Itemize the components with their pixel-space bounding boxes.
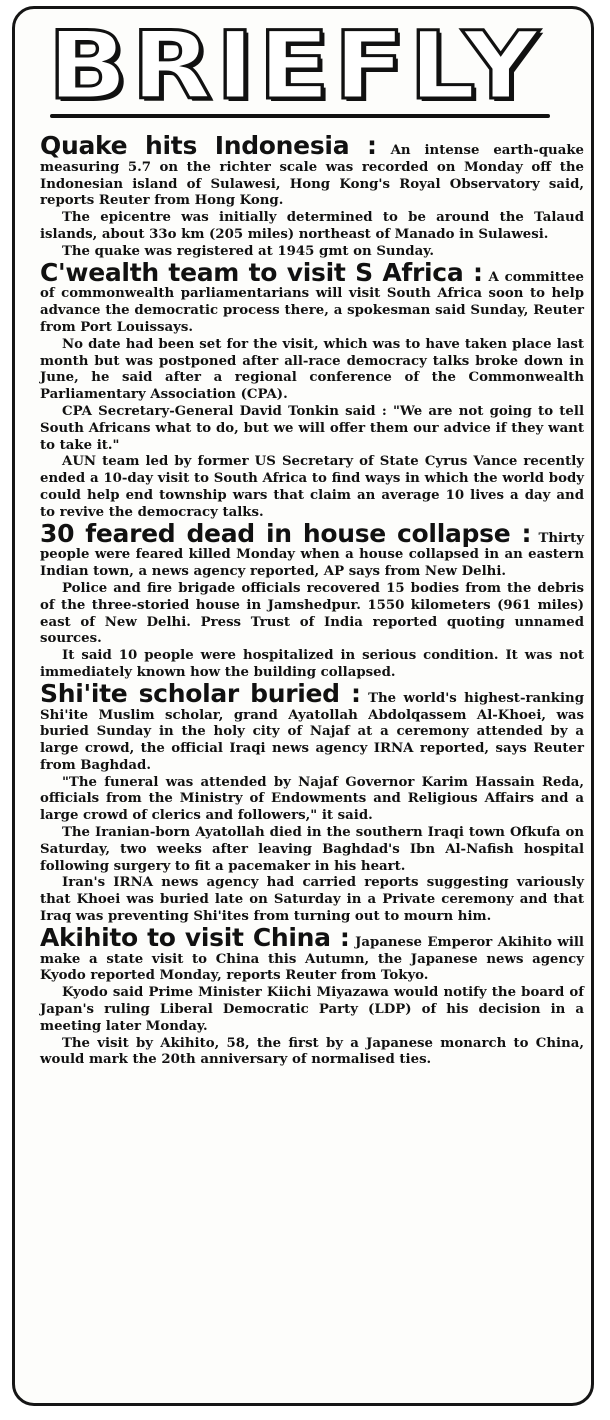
briefs-column: [40, 131, 584, 1073]
masthead-rule: [50, 114, 550, 118]
brief-headline: Quake hits Indonesia :: [40, 131, 377, 160]
brief-paragraph: The epicentre was initially determined to be around the Talaud islands, about 33o km (205 miles) northeast of Manado in Sulawesi.: [40, 210, 584, 242]
brief-lead: Thirty people were feared killed Monday when a house collapsed in an eastern Indian town, a news agency reported, AP says from New Delhi.: [40, 530, 584, 580]
brief-akihito: [40, 922, 584, 1069]
brief-lead: Japanese Emperor Akihito will make a state visit to China this Autumn, the Japanese news agency Kyodo reported Monday, reports Reuter from Tokyo.: [40, 934, 584, 984]
brief-headline: Shi'ite scholar buried :: [40, 678, 361, 708]
brief-shiite-scholar: [40, 678, 584, 926]
brief-headline: 30 feared dead in house collapse :: [40, 518, 532, 548]
brief-lead: An intense earth-quake measuring 5.7 on the richter scale was recorded on Monday off the Indonesian island of Sulawesi, Hong Kong's Royal Observatory said, reports Reuter from Hong Kong.: [40, 143, 584, 209]
brief-paragraph: The Iranian-born Ayatollah died in the southern Iraqi town Ofkufa on Saturday, two weeks after leaving Baghdad's Ibn Al-Nafish hospital following surgery to fit a pacemaker in his heart.: [40, 825, 584, 874]
brief-headline: Akihito to visit China :: [40, 922, 350, 952]
masthead-title: BRIEFLY: [47, 26, 543, 108]
brief-paragraph: Kyodo said Prime Minister Kiichi Miyazawa would notify the board of Japan's ruling Liberal Democratic Party (LDP) of his decision in a meeting later Monday.: [40, 985, 584, 1034]
brief-lead: A committee of commonwealth parliamentarians will visit South Africa soon to help advance the democratic process there, a spokesman said Sunday, Reuter from Port Louissays.: [40, 269, 584, 335]
brief-quake: [40, 131, 584, 261]
brief-paragraph: The visit by Akihito, 58, the first by a Japanese monarch to China, would mark the 20th anniversary of normalised ties.: [40, 1035, 584, 1068]
brief-paragraph: No date had been set for the visit, which was to have taken place last month but was postponed after all-race democracy talks broke down in June, he said after a regional conference of the Commonwealth Parliamentary Association (CPA).: [40, 336, 584, 403]
brief-commonwealth: [40, 257, 584, 522]
brief-paragraph: Police and fire brigade officials recovered 15 bodies from the debris of the three-storied house in Jamshedpur. 1550 kilometers (961 miles) east of New Delhi. Press Trust of India reported quoting unnamed sources.: [40, 580, 584, 647]
brief-paragraph: The quake was registered at 1945 gmt on Sunday.: [62, 243, 435, 259]
brief-paragraph: It said 10 people were hospitalized in serious condition. It was not immediately known how the building collapsed.: [40, 648, 584, 680]
brief-paragraph: CPA Secretary-General David Tonkin said : "We are not going to tell South Africans what to do, but we will offer them our advice if they want to take it.": [40, 403, 584, 453]
brief-paragraph: AUN team led by former US Secretary of State Cyrus Vance recently ended a 10-day visit to South Africa to find ways in which the world body could help end township wars that claim an average 10 lives a day and to revive the democracy talks.: [40, 454, 584, 520]
brief-paragraph: Iran's IRNA news agency had carried reports suggesting variously that Khoei was buried late on Saturday in a Private ceremony and that Iraq was preventing Shi'ites from turning out to mourn him.: [40, 875, 584, 925]
brief-house-collapse: [40, 518, 584, 682]
brief-headline: C'wealth team to visit S Africa :: [40, 257, 483, 287]
masthead: [30, 26, 560, 108]
brief-lead: The world's highest-ranking Shi'ite Muslim scholar, grand Ayatollah Abdolqassem Al-Khoei, was buried Sunday in the holy city of Najaf at a ceremony attended by a large crowd, the official Iraqi news agency IRNA reported, says Reuter from Baghdad.: [40, 690, 584, 773]
brief-paragraph: "The funeral was attended by Najaf Governor Karim Hassain Reda, officials from the Ministry of Endowments and Religious Affairs and a large crowd of clerics and followers," it said.: [40, 774, 584, 824]
